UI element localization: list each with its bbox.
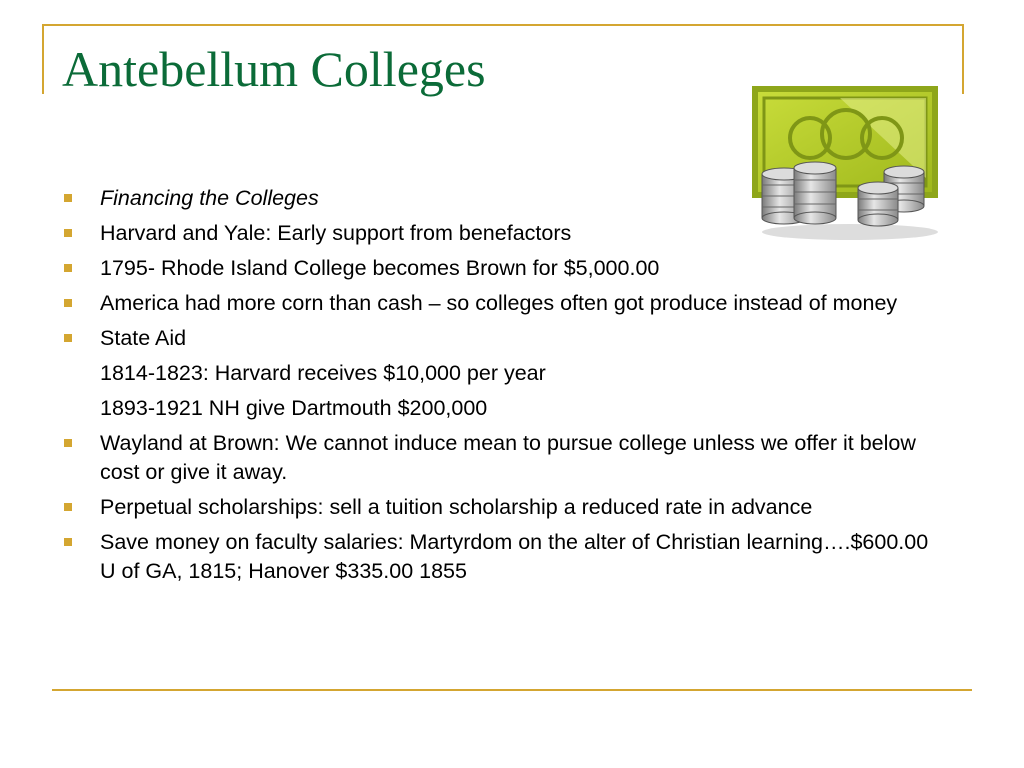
bullet-item-scholarships (62, 493, 942, 522)
bullet-text: Save money on faculty salaries: Martyrdom on the alter of Christian learning….$600.00 U of GA, 1815; Hanover $335.00 1855 (100, 530, 929, 583)
bullet-text: 1795- Rhode Island College becomes Brown for $5,000.00 (100, 256, 660, 280)
bullet-marker (64, 538, 72, 546)
bullet-item-corn (62, 289, 942, 318)
frame-left-rule (42, 24, 44, 94)
bullet-marker (64, 229, 72, 237)
bullet-text: Wayland at Brown: We cannot induce mean to pursue college unless we offer it below cost or give it away. (100, 431, 916, 484)
bullet-text: Harvard and Yale: Early support from benefactors (100, 221, 572, 245)
bullet-text: 1814-1823: Harvard receives $10,000 per year (100, 361, 546, 385)
bullet-list (62, 184, 942, 592)
bullet-text: State Aid (100, 326, 187, 350)
bullet-item-financing (62, 184, 942, 213)
bottom-rule (52, 689, 972, 691)
frame-top-rule (42, 24, 964, 26)
bullet-marker (64, 264, 72, 272)
bullet-marker (64, 299, 72, 307)
frame-right-rule (962, 24, 964, 94)
sub-item-harvard-aid (62, 359, 942, 388)
bullet-item-wayland (62, 429, 942, 487)
bullet-marker (64, 439, 72, 447)
bullet-text: 1893-1921 NH give Dartmouth $200,000 (100, 396, 488, 420)
bullet-item-brown (62, 254, 942, 283)
bullet-text: Perpetual scholarships: sell a tuition scholarship a reduced rate in advance (100, 495, 813, 519)
bullet-marker (64, 334, 72, 342)
bullet-text: Financing the Colleges (100, 186, 319, 210)
bullet-item-salaries (62, 528, 942, 586)
sub-item-dartmouth-aid (62, 394, 942, 423)
bullet-marker (64, 503, 72, 511)
bullet-text: America had more corn than cash – so colleges often got produce instead of money (100, 291, 898, 315)
bullet-item-harvard-yale (62, 219, 942, 248)
slide-title: Antebellum Colleges (62, 41, 486, 97)
bullet-item-state-aid (62, 324, 942, 353)
bullet-marker (64, 194, 72, 202)
